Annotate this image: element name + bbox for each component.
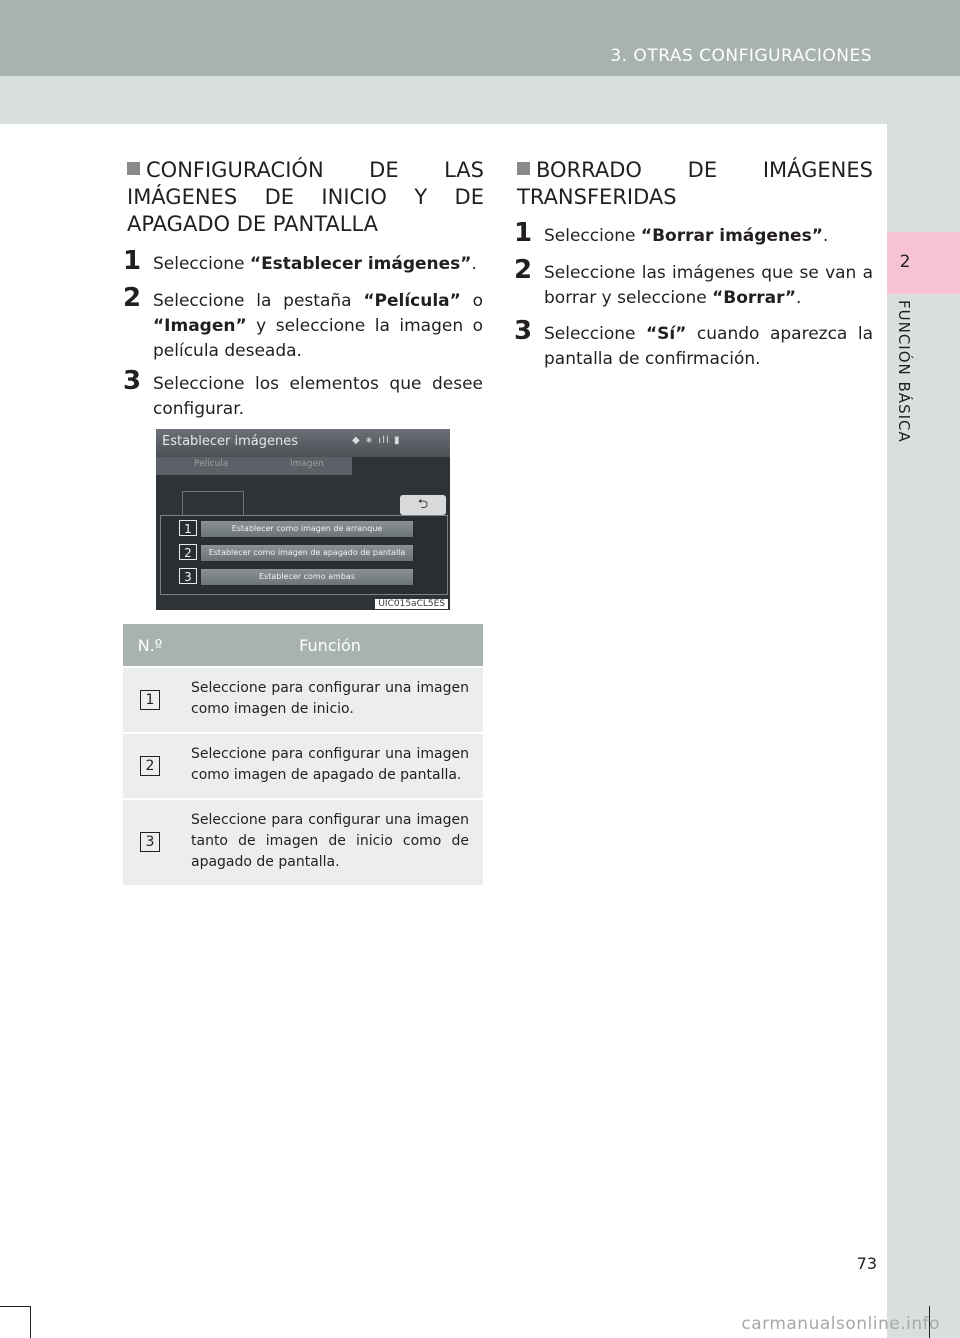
- step-bold: “Establecer imágenes”: [249, 254, 472, 274]
- table-row: [123, 799, 483, 885]
- row-number-cell: [123, 799, 177, 885]
- callout-marker: 1: [179, 520, 197, 536]
- header-number: N.º: [123, 624, 177, 667]
- section-running-title: 3. OTRAS CONFIGURACIONES: [610, 46, 872, 66]
- table-row: [123, 733, 483, 799]
- step-text-end: .: [796, 288, 802, 308]
- step-text: Seleccione la pestaña: [153, 291, 364, 311]
- crop-mark: [30, 1306, 31, 1338]
- step-text: Seleccione las imágenes que se van a borrar y seleccione: [544, 263, 873, 308]
- chapter-label: FUNCIÓN BÁSICA: [895, 300, 913, 443]
- function-table: [123, 624, 483, 885]
- header-function: Función: [177, 624, 483, 667]
- square-bullet-icon: [127, 162, 140, 175]
- back-icon[interactable]: ⮌: [400, 495, 446, 515]
- row-number-cell: [123, 733, 177, 799]
- status-icons: ◆ ∗ ıll ▮: [352, 435, 401, 446]
- step-text-end: y seleccione la imagen o película deseada.: [153, 316, 483, 361]
- right-step-1: [514, 218, 873, 249]
- step-number: 1: [123, 246, 142, 276]
- chapter-number: 2: [899, 252, 911, 272]
- step-bold: “Borrar”: [712, 288, 797, 308]
- number-box: 3: [140, 832, 160, 852]
- step-text: Seleccione: [153, 254, 250, 274]
- right-heading-text: BORRADO DE IMÁGENES TRANSFERIDAS: [517, 158, 873, 209]
- step-text-end: .: [822, 226, 829, 246]
- set-both-button[interactable]: Establecer como ambas: [201, 569, 413, 585]
- left-step-1: [123, 246, 483, 277]
- step-text: Seleccione los elementos que desee configurar.: [153, 374, 483, 419]
- row-number-cell: [123, 667, 177, 733]
- step-text: Seleccione: [544, 226, 641, 246]
- step-text-end: .: [471, 254, 477, 274]
- step-bold-2: “Imagen”: [153, 316, 247, 336]
- screen-title: Establecer imágenes: [162, 434, 299, 449]
- options-popup: [160, 515, 448, 595]
- number-box: 1: [140, 690, 160, 710]
- step-bold: “Borrar imágenes”: [640, 226, 823, 246]
- left-step-2: [123, 283, 483, 364]
- tab-imagen[interactable]: Imagen: [290, 459, 324, 469]
- step-number: 3: [123, 366, 142, 396]
- right-step-3: [514, 316, 873, 372]
- crop-mark: [0, 1306, 30, 1307]
- left-step-3: [123, 366, 483, 422]
- set-startup-button[interactable]: Establecer como imagen de arranque: [201, 521, 413, 537]
- tab-pelicula[interactable]: Película: [194, 459, 229, 469]
- step-number: 2: [514, 255, 533, 285]
- step-bold: “Película”: [363, 291, 461, 311]
- right-step-2: [514, 255, 873, 311]
- header-sub-band: [0, 76, 960, 124]
- row-text-cell: Seleccione para configurar una imagen como imagen de apagado de pantalla.: [177, 733, 483, 799]
- square-bullet-icon: [517, 162, 530, 175]
- row-text-cell: Seleccione para configurar una imagen tanto de imagen de inicio como de apagado de pantalla.: [177, 799, 483, 885]
- callout-marker: 3: [179, 568, 197, 584]
- watermark: carmanualsonline.info: [741, 1314, 940, 1334]
- step-text: Seleccione: [544, 324, 646, 344]
- screen-capture: [156, 429, 450, 610]
- step-text-mid: o: [460, 291, 483, 311]
- callout-marker: 2: [179, 544, 197, 560]
- row-text-cell: Seleccione para configurar una imagen como imagen de inicio.: [177, 667, 483, 733]
- step-text-end: cuando aparezca la pantalla de confirmación.: [544, 324, 873, 369]
- right-section-heading: [517, 157, 873, 211]
- page-number: 73: [856, 1254, 877, 1273]
- left-section-heading: [127, 157, 484, 238]
- step-number: 2: [123, 283, 142, 313]
- step-bold: “Sí”: [646, 324, 687, 344]
- left-heading-text: CONFIGURACIÓN DE LAS IMÁGENES DE INICIO Y DE APAGADO DE PANTALLA: [127, 158, 484, 236]
- set-shutdown-button[interactable]: Establecer como imagen de apagado de pantalla: [201, 545, 413, 561]
- step-number: 3: [514, 316, 533, 346]
- table-row: [123, 667, 483, 733]
- step-number: 1: [514, 218, 533, 248]
- number-box: 2: [140, 756, 160, 776]
- table-header-row: [123, 624, 483, 667]
- figure-code: UIC015aCL5ES: [375, 599, 448, 609]
